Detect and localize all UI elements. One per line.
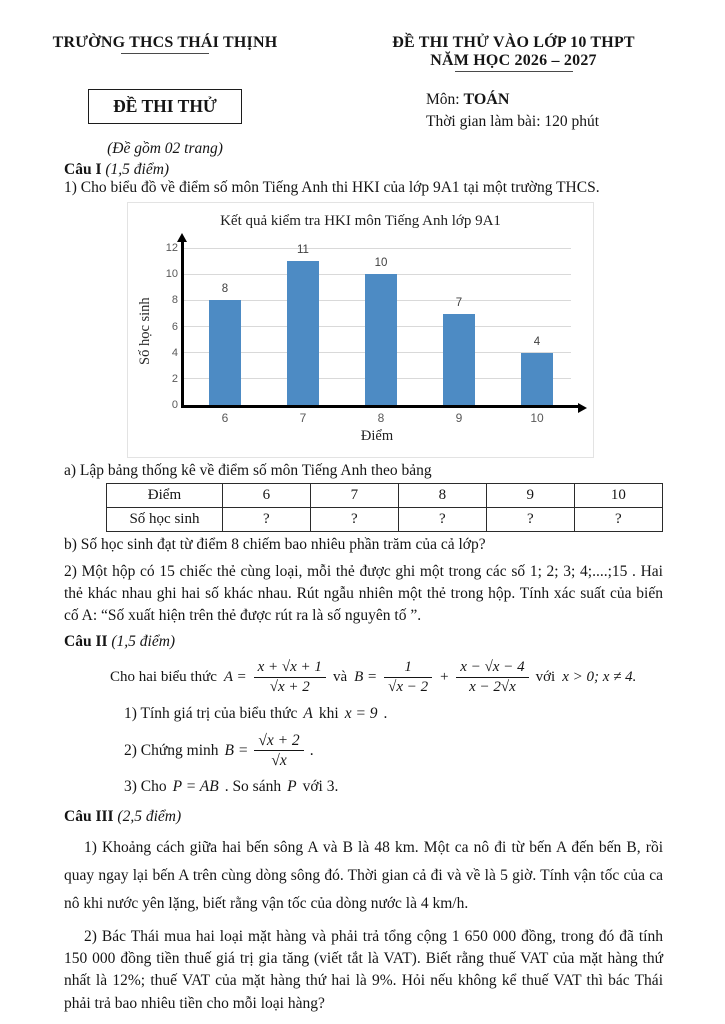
fraction	[384, 659, 432, 696]
item-math: P = AB	[172, 778, 219, 796]
x-tick-label: 7	[299, 411, 307, 426]
cau1-heading-line	[64, 161, 663, 179]
table-cell: ?	[222, 508, 310, 532]
chart-y-axis-label: Số học sinh	[137, 297, 153, 365]
school-underline	[121, 53, 209, 54]
cau3-heading-line	[64, 808, 663, 826]
fraction-numerator: √x + 2	[254, 732, 303, 751]
subject-label: Môn:	[426, 91, 464, 108]
chart-bar	[443, 314, 475, 406]
table-cell: ?	[574, 508, 662, 532]
table-cell: 9	[486, 484, 574, 508]
subject-value: TOÁN	[463, 91, 510, 108]
formula-b-label: B =	[354, 668, 378, 685]
exam-body	[0, 161, 725, 1015]
item-text: với 3.	[302, 778, 339, 796]
chart-xtick-labels	[183, 411, 571, 425]
cau1-part-b: b) Số học sinh đạt từ điểm 8 chiếm bao nhiêu phần trăm của cả lớp?	[64, 536, 486, 554]
bar-value-label: 4	[533, 335, 541, 348]
cau1-points: (1,5 điểm)	[105, 161, 170, 179]
cau2-formula	[110, 659, 663, 696]
score-table	[106, 483, 663, 532]
exam-title-line1: ĐỀ THI THỬ VÀO LỚP 10 THPT	[392, 34, 635, 51]
x-tick-label: 9	[455, 411, 463, 426]
cau1-q1-intro: 1) Cho biểu đồ về điểm số môn Tiếng Anh thi HKI của lớp 9A1 tại một trường THCS.	[64, 179, 600, 197]
header	[0, 34, 725, 72]
bar-value-label: 11	[297, 244, 309, 257]
duration-line: Thời gian làm bài: 120 phút	[426, 113, 600, 131]
cau3-q2: 2) Bác Thái mua hai loại mặt hàng và phải trả tổng cộng 1 650 000 đồng, trong đó đã tính 150 000 đồng tiền thuế giá trị gia tăng (viết tắt là VAT). Biết rằng thuế VAT của mặt hàng thứ nhất là 12%; thuế VAT của mặt hàng thứ hai là 9%. Hỏi nếu không kể thuế VAT thì bác Thái phải trả bao nhiêu tiền cho mỗi loại hàng?	[64, 928, 663, 1012]
item-math: P	[287, 778, 297, 796]
fraction-denominator: √x	[271, 752, 287, 770]
chart-bar	[209, 300, 241, 405]
table-cell: Điểm	[107, 484, 223, 508]
x-axis-line	[181, 405, 580, 408]
item-text: khi	[318, 704, 339, 722]
chart-title: Kết quả kiểm tra HKI môn Tiếng Anh lớp 9A1	[220, 213, 501, 230]
table-cell: ?	[310, 508, 398, 532]
chart-bar	[521, 353, 553, 405]
cau2-points: (1,5 điểm)	[111, 633, 176, 651]
school-name: TRƯỜNG THCS THÁI THỊNH	[52, 34, 278, 51]
y-tick-label: 4	[171, 346, 178, 359]
formula-cond-math: x > 0; x ≠ 4.	[562, 668, 637, 685]
school-block	[0, 34, 330, 72]
cau1-heading: Câu I	[64, 161, 106, 179]
header-row2	[0, 89, 725, 133]
table-cell: ?	[398, 508, 486, 532]
y-tick-label: 2	[171, 372, 178, 385]
y-axis-line	[181, 241, 184, 405]
y-tick-label: 0	[171, 399, 178, 412]
exam-title-line2: NĂM HỌC 2026 – 2027	[430, 52, 597, 69]
item-math: x = 9	[344, 704, 378, 722]
cau2-item2	[124, 732, 663, 770]
chart-bar	[365, 274, 397, 405]
chart-x-axis-label: Điểm	[360, 428, 394, 445]
pages-note: (Đề gồm 02 trang)	[107, 140, 223, 158]
table-cell: 10	[574, 484, 662, 508]
chart-plot	[183, 244, 571, 405]
fraction-denominator: √x + 2	[269, 678, 310, 695]
formula-and: và	[332, 668, 348, 685]
table-row	[107, 508, 663, 532]
item-text: 2) Chứng minh	[124, 741, 219, 759]
fraction-denominator: √x − 2	[388, 678, 429, 695]
formula-cond-text: với	[535, 668, 556, 685]
plus-sign: +	[439, 668, 450, 685]
table-cell: 8	[398, 484, 486, 508]
fraction-numerator: x − √x − 4	[456, 659, 528, 678]
y-tick-label: 6	[171, 320, 178, 333]
fraction-numerator: x + √x + 1	[254, 659, 326, 678]
fraction-denominator: x − 2√x	[469, 678, 516, 695]
table-row	[107, 484, 663, 508]
bar-value-label: 8	[221, 283, 229, 296]
cau1-q2: 2) Một hộp có 15 chiếc thẻ cùng loại, mỗi thẻ được ghi một trong các số 1; 2; 3; 4;....;15 . Hai thẻ khác nhau ghi hai số khác nhau. Rút ngẫu nhiên một thẻ trong hộp. Tính xác suất của biến cố A: “Số xuất hiện trên thẻ được rút ra là số nguyên tố ”.	[64, 563, 663, 625]
x-tick-label: 10	[530, 411, 544, 426]
table-cell: ?	[486, 508, 574, 532]
item-text: .	[309, 741, 314, 759]
exam-title-block	[330, 34, 725, 72]
fraction	[254, 659, 326, 696]
item-math: A	[303, 704, 313, 722]
x-tick-label: 8	[377, 411, 385, 426]
y-tick-label: 10	[165, 268, 178, 281]
exam-label-block	[0, 89, 330, 133]
cau3-points: (2,5 điểm)	[117, 808, 182, 826]
table-cell: 7	[310, 484, 398, 508]
item-text: 3) Cho	[124, 778, 167, 796]
bar-value-label: 7	[455, 296, 463, 309]
year-underline	[455, 71, 573, 72]
chart-bar	[287, 261, 319, 405]
item-math: B =	[224, 741, 249, 759]
fraction	[456, 659, 528, 696]
y-axis-arrow-icon	[177, 233, 187, 242]
bar-value-label: 10	[374, 257, 388, 270]
table-cell: 6	[222, 484, 310, 508]
table-cell: Số học sinh	[107, 508, 223, 532]
item-text: 1) Tính giá trị của biểu thức	[124, 704, 298, 722]
cau3-heading: Câu III	[64, 808, 118, 826]
cau1-part-a: a) Lập bảng thống kê về điểm số môn Tiếng Anh theo bảng	[64, 462, 432, 480]
cau2-item3	[124, 778, 663, 796]
cau2-item1	[124, 705, 663, 723]
exam-label-box: ĐỀ THI THỬ	[88, 89, 242, 124]
subject-block	[330, 89, 725, 133]
formula-a-label: A =	[223, 668, 247, 685]
cau2-heading-line	[64, 633, 663, 651]
item-text: .	[383, 704, 388, 722]
formula-intro: Cho hai biểu thức	[110, 668, 217, 685]
x-axis-arrow-icon	[578, 403, 587, 413]
cau2-heading: Câu II	[64, 633, 112, 651]
y-tick-label: 8	[171, 294, 178, 307]
cau3-q1: 1) Khoảng cách giữa hai bến sông A và B là 48 km. Một ca nô đi từ bến A đến bến B, rồi quay ngay lại bến A trên cùng dòng sông đó. Thời gian cả đi và về là 5 giờ. Tính vận tốc của ca nô khi nước yên lặng, biết rằng vận tốc của dòng nước là 4 km/h.	[64, 839, 663, 912]
fraction	[254, 732, 303, 770]
item-text: . So sánh	[224, 778, 282, 796]
y-tick-label: 12	[165, 242, 178, 255]
x-tick-label: 6	[221, 411, 229, 426]
bar-chart	[127, 202, 594, 458]
fraction-numerator: 1	[384, 659, 432, 678]
chart-gridline	[183, 248, 571, 249]
subject-line	[426, 89, 725, 111]
chart-ytick-labels	[152, 242, 178, 412]
